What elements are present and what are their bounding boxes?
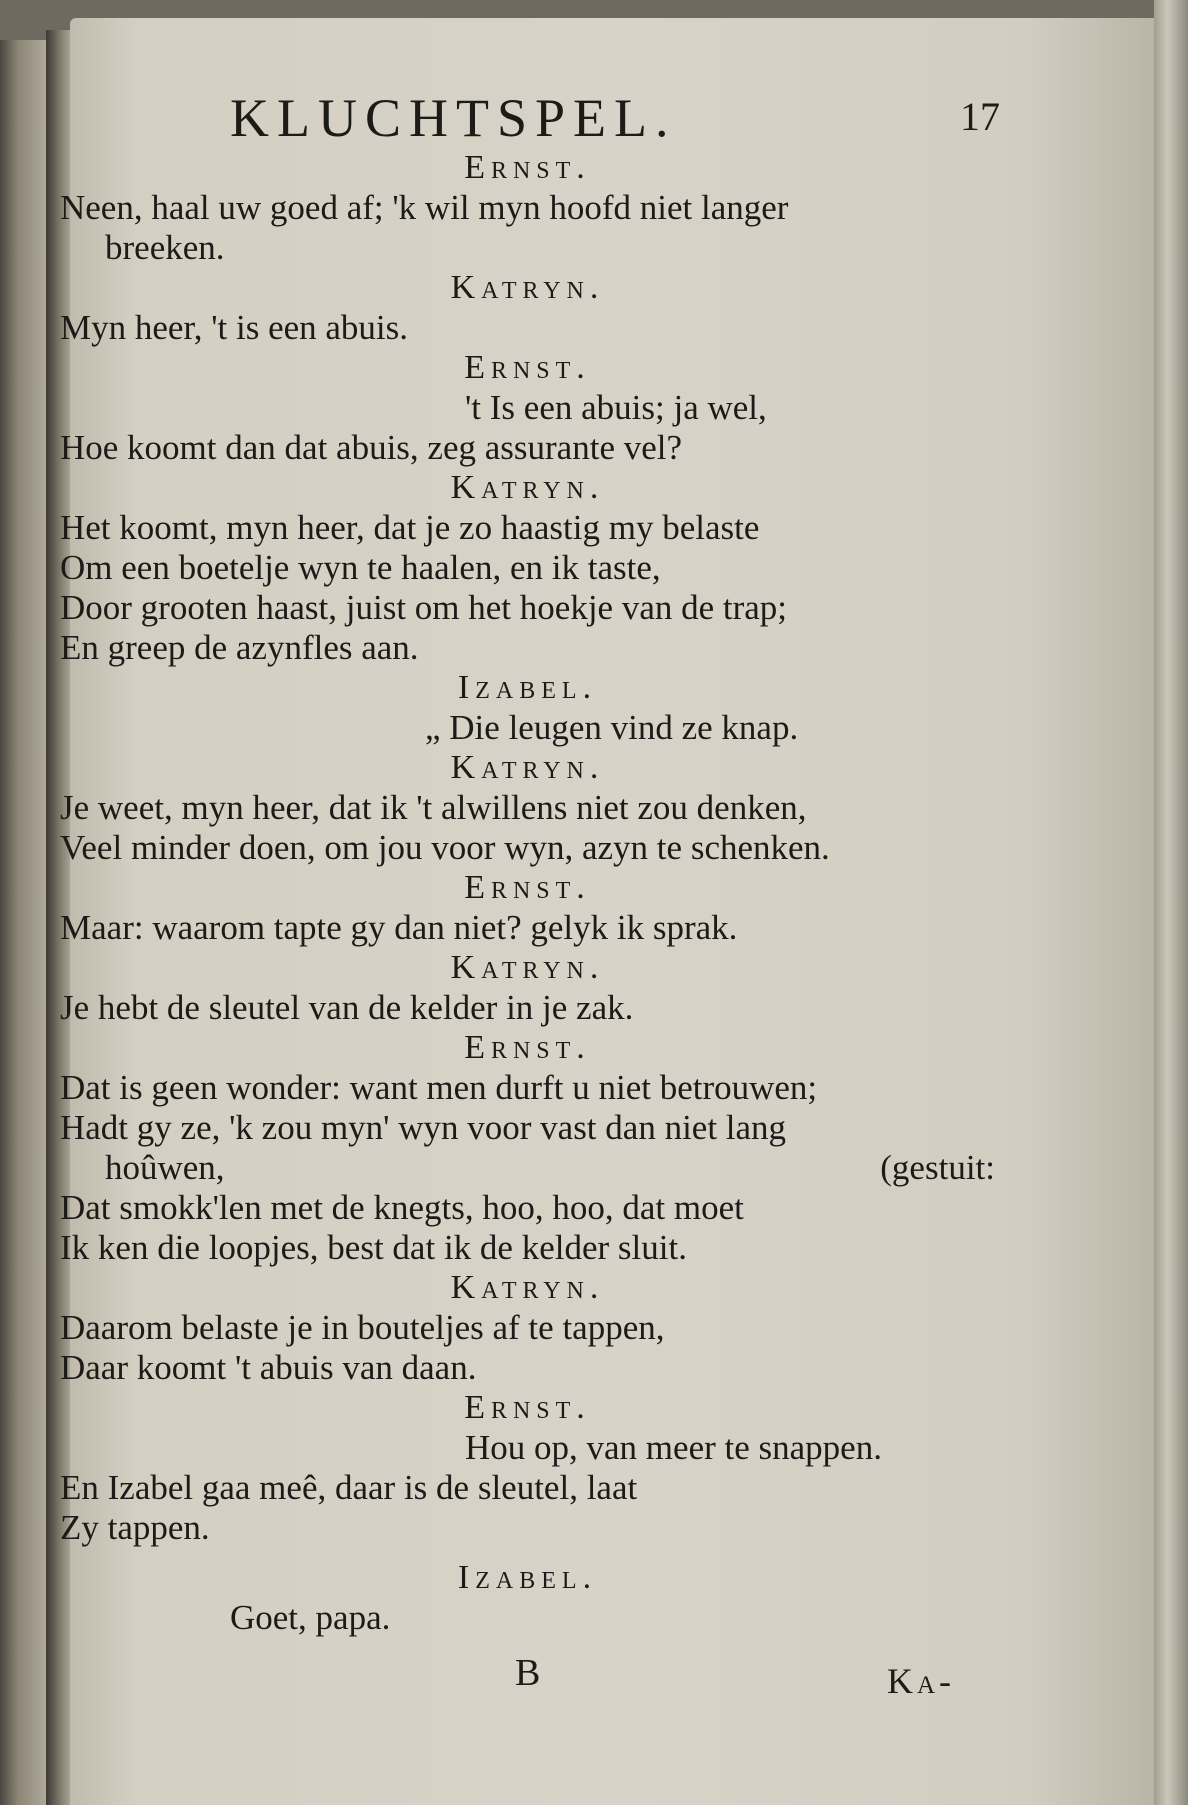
speaker-name: Katryn.: [450, 469, 605, 506]
verse-line: En Izabel gaa meê, daar is de sleutel, laat: [60, 1468, 638, 1507]
page-number: 17: [960, 94, 1000, 139]
verse-line-right: (gestuit:: [880, 1148, 995, 1187]
verse-line: Je hebt de sleutel van de kelder in je zak.: [60, 988, 634, 1027]
verse-line: breeken.: [105, 228, 225, 267]
verse-line: Om een boetelje wyn te haalen, en ik taste,: [60, 548, 661, 587]
page-fore-edge: [1154, 0, 1188, 1805]
left-page-edge: [0, 40, 52, 1805]
speaker-name: Izabel.: [457, 669, 598, 706]
verse-line: Zy tappen.: [60, 1508, 210, 1547]
verse-line: Hoe koomt dan dat abuis, zeg assurante vel?: [60, 428, 683, 467]
verse-line: Hou op, van meer te snappen.: [465, 1428, 882, 1467]
speaker-name: Izabel.: [457, 1559, 598, 1596]
verse-line: Dat is geen wonder: want men durft u niet betrouwen;: [60, 1068, 818, 1107]
speaker-name: Katryn.: [450, 949, 605, 986]
speaker-name: Katryn.: [450, 749, 605, 786]
verse-line: Neen, haal uw goed af; 'k wil myn hoofd niet langer: [60, 188, 789, 227]
signature-mark: B: [515, 1652, 541, 1694]
verse-line-left: hoûwen,: [105, 1148, 225, 1187]
verse-line: Door grooten haast, juist om het hoekje van de trap;: [60, 588, 788, 627]
verse-line: Het koomt, myn heer, dat je zo haastig my belaste: [60, 508, 760, 547]
catchword: Ka-: [886, 1661, 955, 1701]
page-footer: [60, 1648, 1035, 1708]
verse-line: Ik ken die loopjes, best dat ik de kelder sluit.: [60, 1228, 687, 1267]
verse-line: Veel minder doen, om jou voor wyn, azyn te schenken.: [60, 828, 830, 867]
verse-line: Myn heer, 't is een abuis.: [60, 308, 409, 347]
verse-line: Hadt gy ze, 'k zou myn' wyn voor vast dan niet lang: [60, 1108, 787, 1147]
speaker-name: Ernst.: [464, 1389, 591, 1426]
verse-lines: [60, 148, 1035, 1638]
verse-line: Daar koomt 't abuis van daan.: [60, 1348, 477, 1387]
verse-line: 't Is een abuis; ja wel,: [465, 388, 767, 427]
verse-line: Daarom belaste je in bouteljes af te tappen,: [60, 1308, 665, 1347]
verse-line: [60, 1148, 1035, 1188]
page-text: [60, 78, 1035, 1708]
verse-line: Maar: waarom tapte gy dan niet? gelyk ik sprak.: [60, 908, 738, 947]
verse-line: Je weet, myn heer, dat ik 't alwillens niet zou denken,: [60, 788, 807, 827]
verse-line: Goet, papa.: [230, 1598, 391, 1637]
speaker-name: Ernst.: [464, 869, 591, 906]
speaker-name: Ernst.: [464, 149, 591, 186]
verse-line: Dat smokk'len met de knegts, hoo, hoo, dat moet: [60, 1188, 744, 1227]
speaker-name: Katryn.: [450, 1269, 605, 1306]
verse-line: „ Die leugen vind ze knap.: [425, 708, 799, 747]
speaker-name: Ernst.: [464, 349, 591, 386]
verse-line: En greep de azynfles aan.: [60, 628, 419, 667]
line-gap: [60, 1548, 1035, 1558]
running-head: [60, 78, 1035, 148]
speaker-name: Ernst.: [464, 1029, 591, 1066]
running-title: KLUCHTSPEL.: [230, 88, 677, 148]
speaker-name: Katryn.: [450, 269, 605, 306]
